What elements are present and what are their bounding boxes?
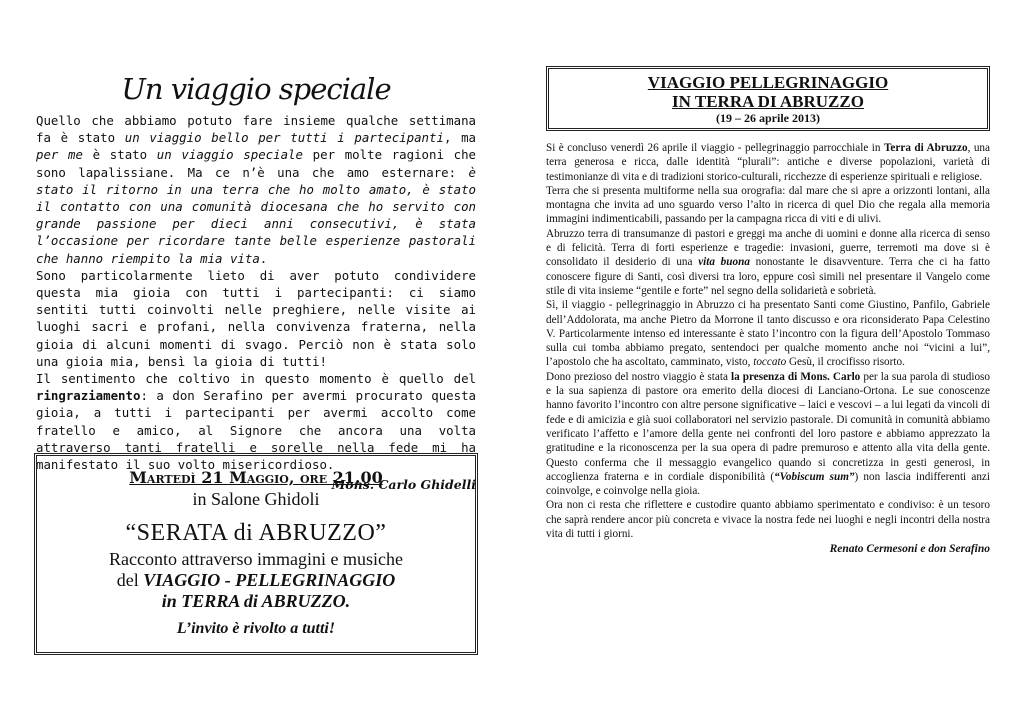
paragraph <box>546 370 990 499</box>
right-column <box>546 66 990 555</box>
paragraph <box>546 184 990 227</box>
text-run: Terra che si presenta multiforme nella sua orografia: dal mare che si apre a orizzonti lontani, alla montagna che invita ad uno sguardo verso l’alto in ricerca di quel Dio che regala alla memoria immagini indimenticabili, passando per la campagna ricca di viti e di ulivi. <box>546 184 990 226</box>
article-title: Un viaggio speciale <box>121 72 391 106</box>
event-announcement-box <box>34 453 478 655</box>
event-title: “SERATA di ABRUZZO” <box>125 520 387 546</box>
text-run: Ora non ci resta che riflettere e custodire quanto abbiamo sperimentato e condiviso: è un tesoro che saprà rendere ancor più concreta e vivace la nostra fede nei luoghi e negli incontri della nostra vita di tutti i giorni. <box>546 499 990 541</box>
text-run: Sì, il viaggio - pellegrinaggio in Abruzzo ci ha presentato Santi come Giustino, Panfilo, Gabriele dell’Addolorata, ma anche Pietro da Morrone il tanto discusso e ora riconsiderato Papa Celestino V. Particolarmente intenso ed interessante è stato l’incontro con la figura dell’Apostolo Tommaso sulla cui tomba abbiamo pregato, sentendoci per qualche momento anche noi “vicini a lui”, l’apostolo che ha ascoltato, camminato, visto, <box>546 299 990 369</box>
text-run: Quello che abbiamo potuto fare insieme qualche settimana fa è stato <box>36 113 476 146</box>
event-date-text: Martedì 21 Maggio, ore 21.00 <box>129 468 383 487</box>
text-run: Sono particolarmente lieto di aver potuto condividere questa mia gioia con tutti i partecipanti: ci siamo sentiti tutti coinvolti nelle preghiere, nelle visite ai luoghi sacri e profani, nella convivenza fraterna, nella gioia di alcuni momenti di svago. Perciò non è stata solo una gioia mia, bensì la gioia di tutti! <box>36 267 476 369</box>
right-article-body <box>546 141 990 541</box>
paragraph <box>36 112 476 267</box>
left-article-body <box>36 112 476 473</box>
paragraph <box>546 498 990 541</box>
text-run: Abruzzo terra di transumanze di pastori e greggi ma anche di uomini e donne alla ricerca di senso e di felicità. Terra di forti esperienze e tragedie: invasioni, guerre, terremoti ma dove si è consolidato il desiderio di una <box>546 227 990 269</box>
text-run: Si è concluso venerdì 26 aprile il viaggio - pellegrinaggio parrocchiale in <box>546 142 884 154</box>
text-run: è stato il ritorno in una terra che ho molto amato, è stato il contatto con una comunità diocesana che ho servito con grande passione per dieci anni consecutivi, è stata l’occasione per ricordare tante belle esperienze pastorali che hanno riempito la mia vita <box>36 164 476 266</box>
right-header-line1: VIAGGIO PELLEGRINAGGIO <box>647 73 889 92</box>
event-date <box>37 468 475 487</box>
text-run: vita buona <box>698 256 750 269</box>
paragraph <box>546 141 990 184</box>
paragraph <box>546 227 990 298</box>
event-description-line2 <box>37 570 475 591</box>
paragraph <box>546 298 990 369</box>
event-description-line3: in TERRA di ABRUZZO. <box>161 591 351 611</box>
text-run: toccato <box>753 356 787 369</box>
text-run: , ma <box>443 130 477 146</box>
left-signature: Mons. Carlo Ghidelli <box>331 477 476 493</box>
right-signature: Renato Cermesoni e don Serafino <box>829 543 990 556</box>
right-header-line2: IN TERRA DI ABRUZZO <box>672 92 864 111</box>
text-run: . <box>259 250 268 266</box>
text-run: Il sentimento che coltivo in questo momento è quello del <box>36 371 476 387</box>
event-description-line1: Racconto attraverso immagini e musiche <box>109 549 403 569</box>
text-run: : a don Serafino per avermi procurato questa gioia, a tutti i partecipanti per avermi accolto come fratello e amico, al Signore che ancora una volta attraverso tanti fratelli e sorelle nella fede mi ha manifestato il suo volto misericordioso. <box>36 388 476 473</box>
text-run: ) non lascia indifferenti anzi coinvolge, e coinvolge nella gioia. <box>546 470 990 498</box>
text-run: Gesù, il crocifisso risorto. <box>786 356 905 369</box>
text-run: per molte ragioni che sono lapalissiane. Ma ce n’è una che amo esternare: <box>36 147 476 180</box>
text-run: un viaggio speciale <box>156 147 303 163</box>
text-run: , una terra generosa e ricca, dalle identità “plurali”: antiche e diverse popolazioni, varietà di testimonianze di vita e di tradizioni storico-culturali, ricchezze di esperienze spirituali e religiose. <box>546 142 990 183</box>
text-run: la presenza di Mons. Carlo <box>731 370 861 383</box>
text-run: per la sua parola di studioso e la sua sapienza di pastore ora emerito della diocesi di Lanciano-Ortona. Le sue conoscenze hanno favorito l’incontro con altre persone significative – laici e vescovi – a lui legati da vincoli di fede e di amicizia e già suoi collaboratori nel servizio pastorale. Di comunità in comunità abbiamo verificato l’affetto e l’amore della gente nei confronti del loro pastore e abbiamo apprezzato la gratitudine e la riconoscenza per la sua opera di padre premuroso e attento alla vita della gente. Questo conferma che il messaggio evangelico quando si concretizza in gesti generosi, in accoglienza fraterna e in cordiale disponibilità ( <box>546 370 990 483</box>
text-run: per me <box>36 147 83 163</box>
text-run: è stato <box>82 147 157 163</box>
event-invite: L’invito è rivolto a tutti! <box>176 620 336 637</box>
left-column <box>36 72 476 492</box>
right-header-dates: (19 – 26 aprile 2013) <box>716 111 820 125</box>
paragraph <box>36 267 476 370</box>
event-line2-em: VIAGGIO - PELLEGRINAGGIO <box>143 570 396 590</box>
text-run: Terra di Abruzzo <box>883 142 968 154</box>
event-line2-prefix: del <box>116 570 144 590</box>
text-run: Dono prezioso del nostro viaggio è stata <box>546 370 731 383</box>
text-run: nonostante le disavventure. Terra che ci ha fatto conoscere figure di Santi, così diversi tra loro, eppure così simili nel presentare il Vangelo come stile di vita insieme “gentile e forte” nel segno della solidarietà e sobrietà. <box>546 256 990 297</box>
right-header-box <box>546 66 990 131</box>
text-run: “Vobiscum sum” <box>774 470 855 483</box>
text-run: un viaggio bello per tutti i partecipanti <box>124 130 444 146</box>
text-run: ringraziamento <box>36 388 141 404</box>
event-place: in Salone Ghidoli <box>192 489 320 509</box>
